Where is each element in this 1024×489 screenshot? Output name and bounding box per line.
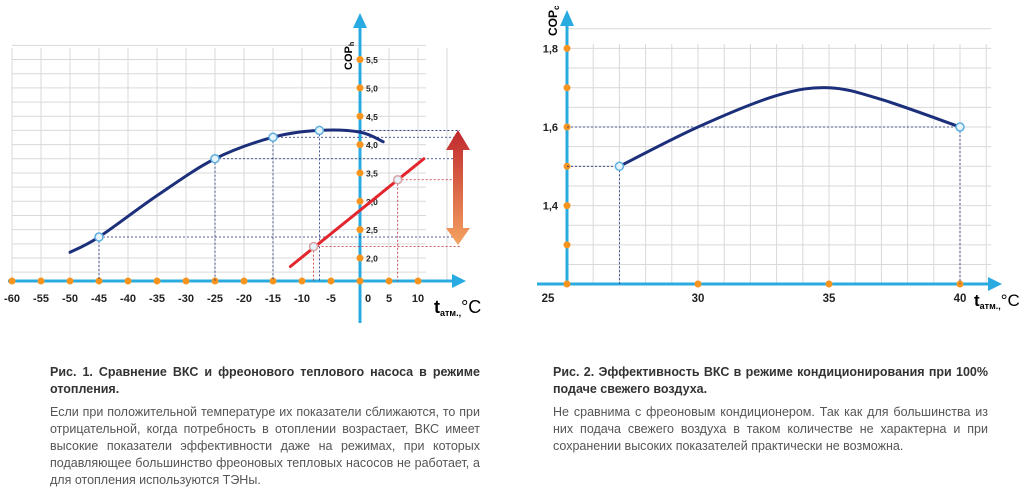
y-tick-label: 2,0 — [366, 253, 378, 264]
x-tick-label: -20 — [236, 293, 252, 305]
x-axis-arrowhead — [988, 277, 1002, 291]
x-tick-dot — [183, 278, 190, 285]
y-tick-dot — [564, 202, 571, 209]
y-tick-label: 1,4 — [542, 200, 558, 213]
figure-2-caption — [553, 364, 988, 455]
y-tick-dot-minor — [564, 84, 571, 91]
chart2-y-axis-label: COPc — [546, 5, 561, 36]
y-tick-dot — [357, 56, 364, 63]
data-point-marker — [269, 133, 277, 141]
y-tick-label: 2,5 — [366, 225, 378, 236]
series-line-vks — [70, 130, 383, 252]
x-tick-label: 0 — [364, 293, 372, 305]
x-tick-label: -10 — [294, 293, 310, 305]
series-line-freon — [290, 159, 423, 267]
x-tick-dot — [386, 278, 393, 285]
y-tick-label: 4,5 — [366, 111, 378, 122]
x-tick-label: -35 — [149, 293, 165, 305]
x-tick-label: -60 — [4, 293, 20, 305]
data-point-marker — [315, 126, 323, 134]
chart-2-cooling-cop — [537, 10, 1002, 305]
figure-1-description: Если при положительной температуре их показатели сближаются, то при отрицательной, когда потребность в отоплении возрастает, ВКС имеет высокие показатели эффективности даже на режимах, при которых подавляющее большинство фреоновых тепловых насосов не работает, а для отопления используются ТЭНы. — [50, 405, 480, 487]
x-tick-dot — [826, 281, 833, 288]
y-tick-label: 3,0 — [366, 196, 378, 207]
data-point-marker — [615, 162, 623, 170]
figure-1-caption — [50, 364, 480, 489]
figure-2-description: Не сравнима с фреоновым кондиционером. Так как для большинства из них подача свежего воздуха в таком количестве не характерна и при сохранении высоких показателей практически не возможна. — [553, 405, 988, 453]
y-tick-label: 3,5 — [366, 168, 378, 179]
x-tick-dot — [67, 278, 74, 285]
chart1-x-axis-label: tатм.,°C — [434, 297, 482, 318]
x-tick-dot — [299, 278, 306, 285]
y-tick-dot — [564, 45, 571, 52]
figure-1-title: Рис. 1. Сравнение ВКС и фреонового теплового насоса в режиме отопления. — [50, 365, 480, 396]
y-tick-dot — [357, 226, 364, 233]
x-tick-dot — [241, 278, 248, 285]
chart1-y-axis-label: COPh — [343, 41, 356, 70]
data-point-marker — [394, 176, 402, 184]
x-tick-label: 40 — [953, 293, 967, 305]
x-tick-label: 5 — [385, 293, 393, 305]
x-tick-label: -50 — [62, 293, 78, 305]
x-tick-dot — [38, 278, 45, 285]
y-tick-dot — [357, 141, 364, 148]
x-tick-dot — [9, 278, 16, 285]
y-tick-dot — [357, 255, 364, 262]
x-axis-arrowhead — [452, 274, 466, 288]
difference-arrow-icon — [446, 130, 470, 245]
x-tick-label: 35 — [822, 293, 836, 305]
x-tick-label: 25 — [541, 293, 555, 305]
x-tick-dot — [125, 278, 132, 285]
x-tick-label: -45 — [91, 293, 107, 305]
x-tick-dot — [415, 278, 422, 285]
chart2-x-axis-label: tатм.,°C — [974, 291, 1020, 311]
x-tick-dot — [695, 281, 702, 288]
y-tick-label: 5,0 — [366, 83, 378, 94]
data-point-marker — [956, 123, 964, 131]
x-tick-dot — [357, 278, 364, 285]
x-tick-dot — [154, 278, 161, 285]
x-tick-label: -25 — [207, 293, 223, 305]
y-tick-label: 1,6 — [542, 122, 558, 134]
y-tick-label: 5,5 — [366, 55, 378, 66]
x-tick-label: 10 — [411, 293, 425, 305]
y-tick-dot — [357, 198, 364, 205]
y-tick-label: 1,8 — [542, 43, 558, 56]
data-point-marker — [95, 233, 103, 241]
y-tick-dot — [357, 169, 364, 176]
x-tick-label: 30 — [691, 293, 705, 305]
data-point-marker — [211, 155, 219, 163]
x-tick-label: -30 — [178, 293, 194, 305]
x-tick-label: -55 — [33, 293, 49, 305]
x-tick-label: -15 — [265, 293, 281, 305]
y-tick-dot — [357, 113, 364, 120]
x-tick-dot — [564, 281, 571, 288]
x-tick-label: -5 — [326, 293, 336, 305]
chart-1-heating-cop — [4, 13, 470, 323]
y-tick-dot-minor — [564, 241, 571, 248]
y-axis-arrowhead — [560, 10, 574, 26]
x-tick-dot — [328, 278, 335, 285]
figure-2-title: Рис. 2. Эффективность ВКС в режиме кондиционирования при 100% подаче свежего воздуха. — [553, 365, 988, 396]
y-axis-arrowhead — [353, 13, 367, 28]
x-tick-label: -40 — [120, 293, 136, 305]
data-point-marker — [310, 243, 318, 251]
y-tick-dot — [357, 84, 364, 91]
y-tick-label: 4,0 — [366, 140, 378, 151]
